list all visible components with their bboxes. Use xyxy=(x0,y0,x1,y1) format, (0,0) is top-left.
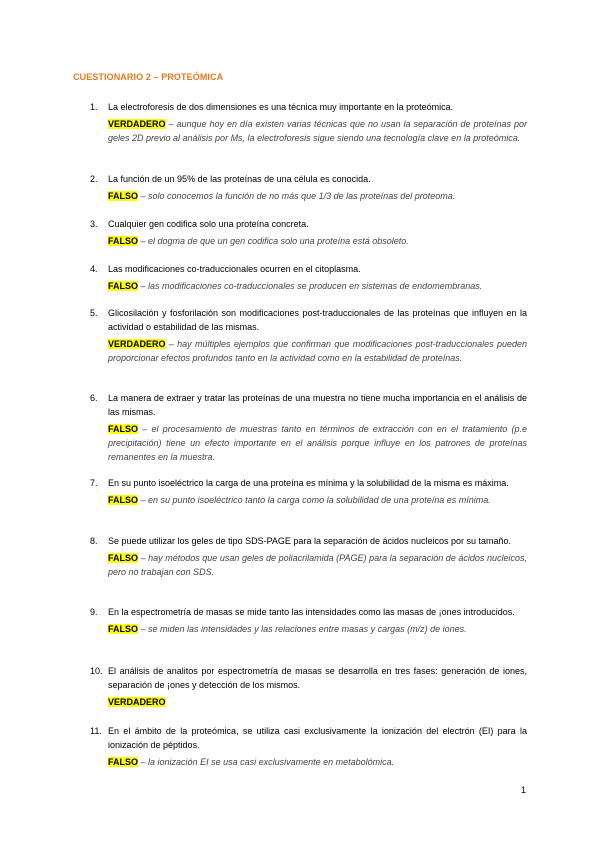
answer-explanation: – hay múltiples ejemplos que confirman que modificaciones post-traduccionales pueden proporcionar efectos profundos tanto en la actividad como en la estabilidad de proteínas. xyxy=(108,339,527,363)
answer-explanation: – el dogma de que un gen codifica solo una proteína está obsoleto. xyxy=(140,236,409,246)
answer xyxy=(108,755,527,769)
answer-badge: FALSO xyxy=(108,281,139,291)
question-text: Las modificaciones co-traduccionales ocurren en el citoplasma. xyxy=(108,264,361,274)
question-7 xyxy=(90,476,527,507)
question-10 xyxy=(90,664,527,709)
answer xyxy=(108,695,527,709)
question-text: La manera de extraer y tratar las proteínas de una muestra no tiene mucha importancia en el análisis de las mismas. xyxy=(108,393,527,417)
question-3 xyxy=(90,217,527,248)
answer xyxy=(108,551,527,579)
question-text: Cualquier gen codifica solo una proteína concreta. xyxy=(108,219,309,229)
question-2 xyxy=(90,172,527,203)
answer xyxy=(108,234,527,248)
answer xyxy=(108,622,527,636)
answer-badge: FALSO xyxy=(108,236,139,246)
answer-badge: FALSO xyxy=(108,624,139,634)
answer-explanation: – en su punto isoeléctrico tanto la carga como la solubilidad de una proteína es mínima. xyxy=(140,495,491,505)
answer-badge: VERDADERO xyxy=(108,119,166,129)
question-text: La electroforesis de dos dimensiones es una técnica muy importante en la proteómica. xyxy=(108,102,454,112)
page-number: 1 xyxy=(521,785,527,795)
question-1 xyxy=(90,100,527,145)
answer-explanation: – aunque hoy en día existen varias técnicas que no usan la separación de proteínas por geles 2D previo al análisis por Ms, la electroforesis sigue siendo una tecnología clave en la proteómica. xyxy=(108,119,527,143)
answer-explanation: – hay métodos que usan geles de poliacrilamida (PAGE) para la separación de ácidos nucleicos, pero no trabajan con SDS. xyxy=(108,553,527,577)
question-text: La función de un 95% de las proteínas de una célula es conocida. xyxy=(108,174,371,184)
answer xyxy=(108,422,527,464)
question-number: 1. xyxy=(90,102,98,112)
answer-explanation: – se miden las intensidades y las relaciones entre masas y cargas (m/z) de iones. xyxy=(140,624,467,634)
question-number: 2. xyxy=(90,174,98,184)
answer-explanation: – la ionización EI se usa casi exclusivamente en metabolómica. xyxy=(140,757,395,767)
answer-badge: VERDADERO xyxy=(108,697,166,707)
answer-explanation: – las modificaciones co-traduccionales se producen en sistemas de endomembranas. xyxy=(140,281,483,291)
answer-badge: FALSO xyxy=(108,553,139,563)
answer xyxy=(108,279,527,293)
question-number: 8. xyxy=(90,536,98,546)
question-number: 11. xyxy=(90,726,102,736)
question-number: 9. xyxy=(90,607,98,617)
question-text: Se puede utilizar los geles de tipo SDS-PAGE para la separación de ácidos nucleicos por su tamaño. xyxy=(108,536,512,546)
answer-explanation: – solo conocemos la función de no más que 1/3 de las proteínas del proteoma. xyxy=(140,191,456,201)
answer xyxy=(108,117,527,145)
answer-explanation: – el procesamiento de muestras tanto en términos de extracción con en el tratamiento (p.e precipitación) tiene un efecto importante en el análisis porque influye en los patrones de proteínas remanentes en la muestra. xyxy=(108,424,527,462)
question-number: 10. xyxy=(90,666,103,676)
question-9 xyxy=(90,605,527,636)
question-number: 6. xyxy=(90,393,98,403)
question-text: En su punto isoeléctrico la carga de una proteína es mínima y la solubilidad de la misma es máxima. xyxy=(108,478,509,488)
answer-badge: FALSO xyxy=(108,191,139,201)
answer xyxy=(108,337,527,365)
answer xyxy=(108,493,527,507)
question-text: En el ámbito de la proteómica, se utiliza casi exclusivamente la ionización del electrón (EI) para la ionización de péptidos. xyxy=(108,726,527,750)
question-8 xyxy=(90,534,527,579)
question-text: El análisis de analitos por espectrometría de masas se desarrolla en tres fases: generación de iones, separación de ¡ones y detección de los mismos. xyxy=(108,666,527,690)
question-text: En la espectrometría de masas se mide tanto las intensidades como las masas de ¡ones introducidos. xyxy=(108,607,515,617)
question-number: 4. xyxy=(90,264,98,274)
question-11 xyxy=(90,724,527,769)
answer-badge: FALSO xyxy=(108,757,139,767)
question-6 xyxy=(90,391,527,464)
question-5 xyxy=(90,306,527,365)
question-number: 5. xyxy=(90,308,98,318)
document-title: CUESTIONARIO 2 – PROTEÓMICA xyxy=(73,72,224,82)
answer xyxy=(108,189,527,203)
answer-badge: FALSO xyxy=(108,495,139,505)
question-4 xyxy=(90,262,527,293)
answer-badge: VERDADERO xyxy=(108,339,166,349)
answer-badge: FALSO xyxy=(108,424,139,434)
question-number: 3. xyxy=(90,219,98,229)
question-text: Glicosilación y fosforilación son modificaciones post-traduccionales de las proteínas que influyen en la actividad o estabilidad de las mismas. xyxy=(108,308,527,332)
question-number: 7. xyxy=(90,478,98,488)
